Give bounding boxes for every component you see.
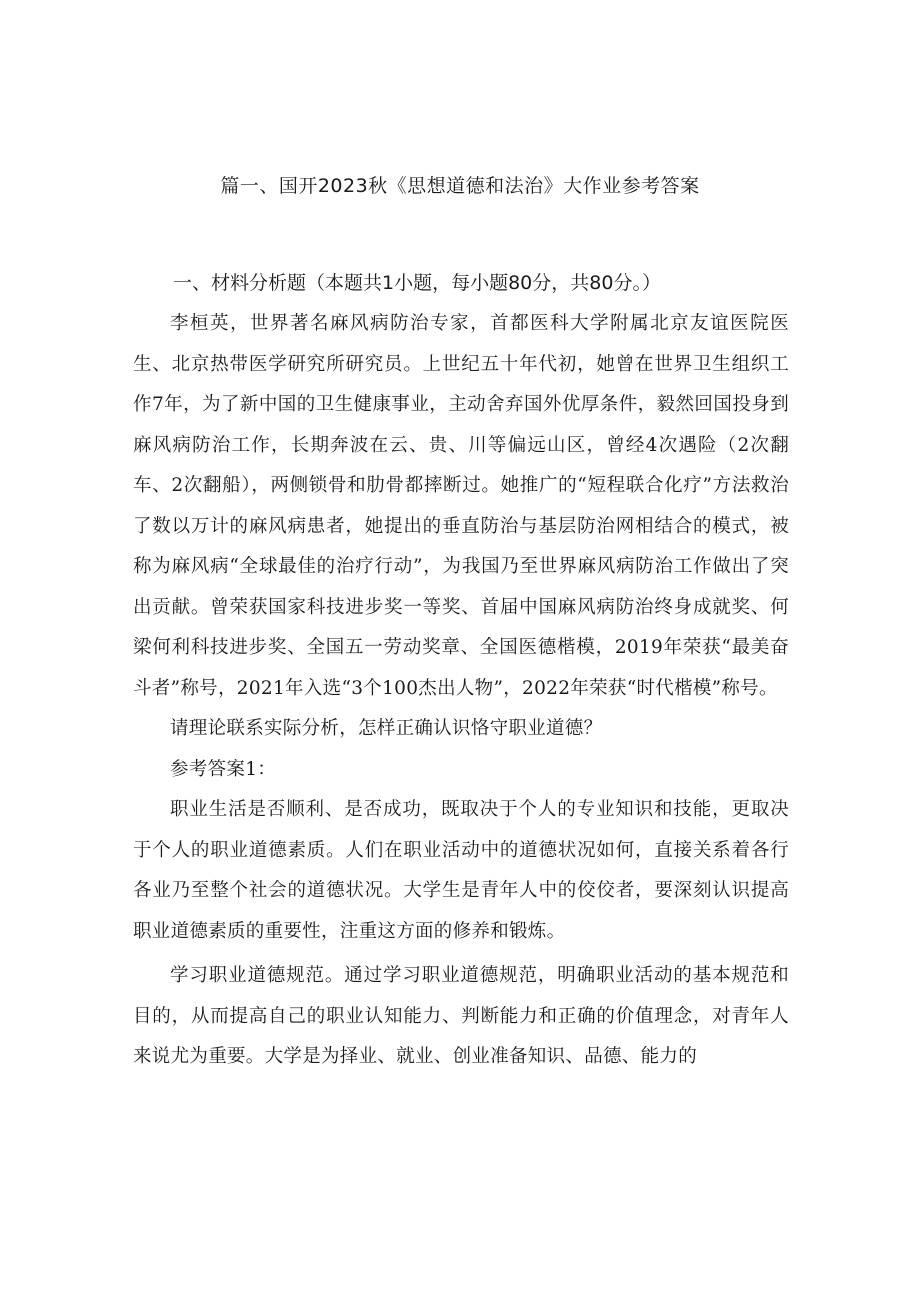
document-body: [133, 262, 789, 1078]
section-heading: 一、材料分析题（本题共1小题，每小题80分，共80分。）: [173, 272, 661, 294]
answer-label: 参考答案1：: [170, 758, 277, 780]
question-paragraph: 请理论联系实际分析，怎样正确认识恪守职业道德？: [170, 718, 603, 739]
material-paragraph: 李桓英，世界著名麻风病防治专家，首都医科大学附属北京友谊医院医生、北京热带医学研究所研究员。上世纪五十年代初，她曾在世界卫生组织工作7年，为了新中国的卫生健康事业，主动舍弃国外优厚条件，毅然回国投身到麻风病防治工作，长期奔波在云、贵、川等偏远山区，曾经4次遇险（2次翻车、2次翻船），两侧锁骨和肋骨都摔断过。她推广的“短程联合化疗”方法救治了数以万计的麻风病患者，她提出的垂直防治与基层防治网相结合的模式，被称为麻风病“全球最佳的治疗行动”，为我国乃至世界麻风病防治工作做出了突出贡献。曾荣获国家科技进步奖一等奖、首届中国麻风病防治终身成就奖、何梁何利科技进步奖、全国五一劳动奖章、全国医德楷模，2019年荣获“最美奋斗者”称号，2021年入选“3个100杰出人物”，2022年荣获“时代楷模”称号。: [133, 313, 789, 699]
answer-paragraph-1: 职业生活是否顺利、是否成功，既取决于个人的专业知识和技能，更取决于个人的职业道德素质。人们在职业活动中的道德状况如何，直接关系着各行各业乃至整个社会的道德状况。大学生是青年人中的佼佼者，要深刻认识提高职业道德素质的重要性，注重这方面的修养和锻炼。: [133, 799, 789, 942]
document-title: 篇一、国开2023秋《思想道德和法治》大作业参考答案: [220, 175, 700, 197]
answer-paragraph-2: 学习职业道德规范。通过学习职业道德规范，明确职业活动的基本规范和目的，从而提高自己的职业认知能力、判断能力和正确的价值理念，对青年人来说尤为重要。大学是为择业、就业、创业准备知识、品德、能力的: [133, 965, 789, 1067]
